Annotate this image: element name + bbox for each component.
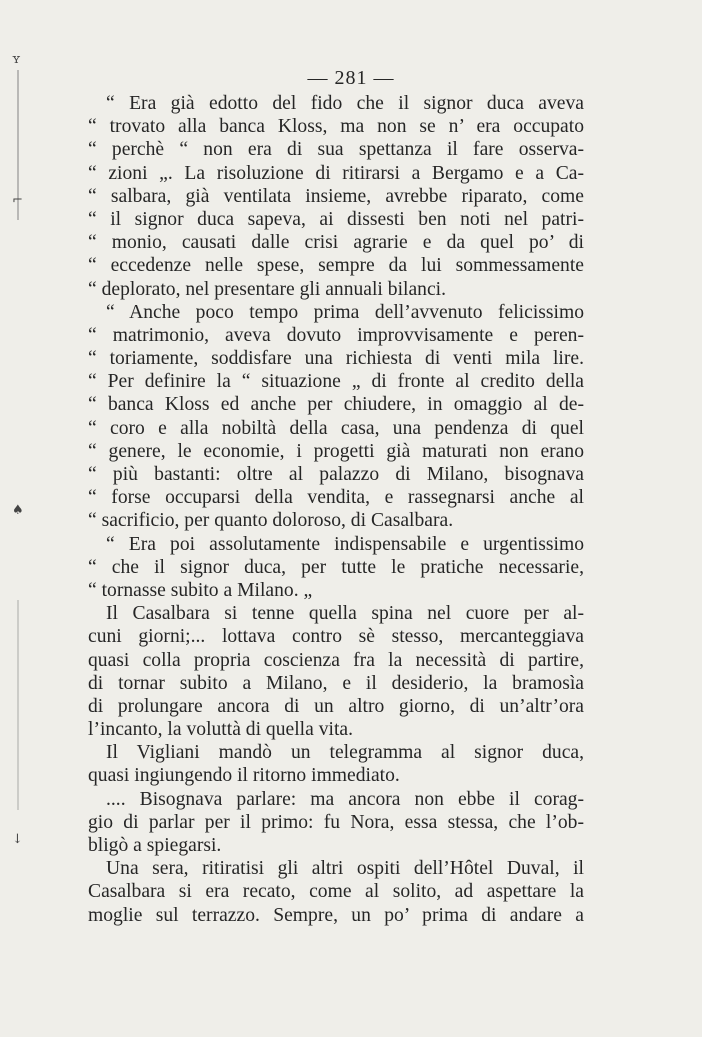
- text-line: moglie sul terrazzo. Sempre, un po’ prima di andare a: [88, 904, 584, 926]
- text-line: Il Vigliani mandò un telegramma al signor duca,: [106, 742, 584, 764]
- text-line: Una sera, ritiratisi gli altri ospiti dell’Hôtel Duval, il: [106, 858, 584, 880]
- text-line: “ genere, le economie, i progetti già maturati non erano: [88, 440, 584, 462]
- text-line: “ eccedenze nelle spese, sempre da lui sommessamente: [88, 255, 584, 277]
- text-line: “ tornasse subito a Milano. „: [88, 579, 313, 601]
- text-line: di tornar subito a Milano, e il desiderio, la bramosìa: [88, 672, 584, 694]
- text-line: gio di parlar per il primo: fu Nora, essa stessa, che l’ob-: [88, 811, 584, 833]
- margin-mark-icon: ↓: [12, 832, 23, 847]
- margin-pencil-line: [17, 600, 19, 810]
- margin-mark-icon: ⌐: [12, 193, 23, 208]
- text-line: l’incanto, la voluttà di quella vita.: [88, 719, 353, 741]
- text-line: “ salbara, già ventilata insieme, avrebbe riparato, come: [88, 185, 584, 207]
- text-line: quasi ingiungendo il ritorno immediato.: [88, 765, 400, 787]
- margin-mark-icon: ʏ: [12, 52, 21, 67]
- text-line: “ zioni „. La risoluzione di ritirarsi a Bergamo e a Ca-: [88, 162, 584, 184]
- text-line: “ matrimonio, aveva dovuto improvvisamente e peren-: [88, 324, 584, 346]
- text-line: “ più bastanti: oltre al palazzo di Milano, bisognava: [88, 464, 584, 485]
- margin-mark-icon: ♠: [12, 503, 24, 518]
- text-line: “ sacrificio, per quanto doloroso, di Casalbara.: [88, 510, 454, 532]
- text-line: bligò a spiegarsi.: [88, 835, 222, 856]
- text-line: “ Per definire la “ situazione „ di fronte al credito della: [88, 371, 584, 393]
- text-line: “ il signor duca sapeva, ai dissesti ben noti nel patri-: [88, 208, 584, 230]
- text-line: “ toriamente, soddisfare una richiesta di venti mila lire.: [88, 348, 584, 370]
- text-line: di prolungare ancora di un altro giorno, di un’altr’ora: [88, 695, 584, 717]
- body-text: [88, 92, 584, 927]
- text-line: “ Era già edotto del fido che il signor duca aveva: [106, 93, 584, 114]
- text-line: “ banca Kloss ed anche per chiudere, in omaggio al de-: [88, 394, 584, 416]
- page-number: — 281 —: [307, 67, 395, 89]
- text-line: “ monio, causati dalle crisi agrarie e da quel po’ di: [88, 232, 584, 254]
- text-line: cuni giorni;... lottava contro sè stesso, mercanteggiava: [88, 626, 584, 648]
- text-line: “ trovato alla banca Kloss, ma non se n’ era occupato: [88, 116, 584, 138]
- text-line: Il Casalbara si tenne quella spina nel cuore per al-: [106, 603, 584, 625]
- text-line: quasi colla propria coscienza fra la necessità di partire,: [88, 649, 584, 671]
- text-line: “ perchè “ non era di sua spettanza il fare osserva-: [88, 139, 584, 161]
- text-line: “ forse occuparsi della vendita, e rassegnarsi anche al: [88, 487, 584, 509]
- text-line: “ coro e alla nobiltà della casa, una pendenza di quel: [88, 417, 584, 439]
- text-line: “ deplorato, nel presentare gli annuali bilanci.: [88, 278, 446, 300]
- text-line: Casalbara si era recato, come al solito, ad aspettare la: [88, 881, 584, 903]
- text-line: “ Era poi assolutamente indispensabile e urgentissimo: [106, 533, 584, 555]
- text-line: “ che il signor duca, per tutte le pratiche necessarie,: [88, 556, 584, 578]
- text-line: “ Anche poco tempo prima dell’avvenuto felicissimo: [106, 301, 584, 323]
- text-line: .... Bisognava parlare: ma ancora non ebbe il corag-: [106, 788, 584, 810]
